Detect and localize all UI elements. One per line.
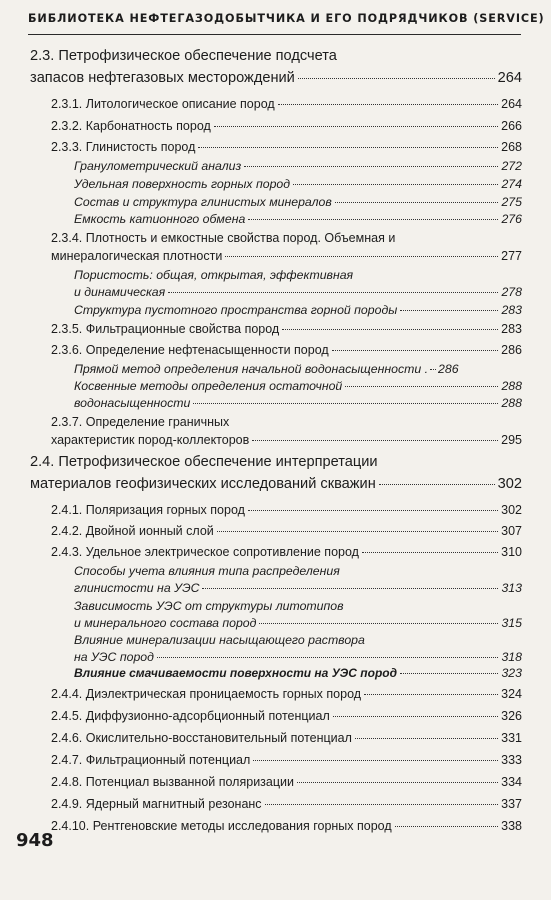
toc-page-number: 315	[501, 616, 522, 630]
toc-page-number: 277	[501, 249, 522, 263]
dot-leader	[193, 403, 498, 404]
toc-entry	[30, 70, 522, 86]
toc-entry	[74, 285, 522, 299]
toc-entry	[74, 379, 522, 393]
toc-entry-text: Способы учета влияния типа распределения	[74, 564, 340, 578]
toc-entry-text: минералогическая плотности	[51, 249, 223, 263]
toc-entry	[51, 343, 522, 357]
toc-page-number: 302	[497, 476, 522, 492]
dot-leader	[297, 782, 498, 783]
toc-entry	[74, 177, 522, 191]
toc-page-number: 264	[501, 97, 522, 111]
toc-page-number: 264	[497, 70, 522, 86]
dot-leader	[217, 531, 498, 532]
toc-entry-text: Емкость катионного обмена	[74, 212, 246, 226]
toc-entry-text: 2.4.2. Двойной ионный слой	[51, 524, 214, 538]
toc-entry-text: 2.3.7. Определение граничных	[51, 415, 230, 429]
toc-entry-text: Состав и структура глинистых минералов	[74, 195, 332, 209]
toc-page-number: 331	[501, 731, 522, 745]
toc-page-number: 326	[501, 709, 522, 723]
toc-entry	[74, 650, 522, 664]
toc-page-number: 276	[501, 212, 522, 226]
toc-page-number: 275	[501, 195, 522, 209]
dot-leader	[355, 738, 498, 739]
dot-leader	[198, 147, 498, 148]
toc-page-number: 274	[501, 177, 522, 191]
toc-page-number: 266	[501, 119, 522, 133]
toc-page-number: 338	[501, 819, 522, 833]
toc-entry-text: водонасыщенности	[74, 396, 191, 410]
dot-leader	[364, 694, 498, 695]
toc-entry-text: запасов нефтегазовых месторождений	[30, 70, 295, 86]
toc-entry-text: и динамическая	[74, 285, 166, 299]
toc-entry	[74, 616, 522, 630]
toc-entry-text: 2.3.3. Глинистость пород	[51, 140, 196, 154]
toc-page-number: 288	[501, 396, 522, 410]
toc-entry-text: Гранулометрический анализ	[74, 159, 242, 173]
toc-page-number: 302	[501, 503, 522, 517]
toc-entry-text: 2.3.6. Определение нефтенасыщенности пород	[51, 343, 329, 357]
dot-leader	[345, 386, 498, 387]
toc-entry	[30, 476, 522, 492]
toc-entry-text: 2.4. Петрофизическое обеспечение интерпретации	[30, 454, 378, 470]
dot-leader	[253, 760, 498, 761]
toc-page-number: 283	[501, 322, 522, 336]
toc-page-number: 310	[501, 545, 522, 559]
toc-entry-text: 2.3.2. Карбонатность пород	[51, 119, 211, 133]
toc-page-number: 288	[501, 379, 522, 393]
dot-leader	[293, 184, 498, 185]
toc-entry	[51, 322, 522, 336]
toc-entry	[74, 396, 522, 410]
dot-leader	[332, 350, 498, 351]
toc-entry-text: Зависимость УЭС от структуры литотипов	[74, 599, 344, 613]
toc-entry	[51, 97, 522, 111]
running-header: БИБЛИОТЕКА НЕФТЕГАЗОДОБЫТЧИКА И ЕГО ПОДРЯДЧИКОВ (SERVICE)	[28, 12, 545, 25]
toc-entry-text: глинистости на УЭС	[74, 581, 200, 595]
toc-entry	[51, 753, 522, 767]
dot-leader	[248, 219, 498, 220]
toc-entry	[74, 195, 522, 209]
toc-entry-text: Удельная поверхность горных пород	[74, 177, 291, 191]
toc-entry	[51, 731, 522, 745]
toc-entry	[74, 581, 522, 595]
toc-entry	[74, 212, 522, 226]
dot-leader	[252, 440, 498, 441]
toc-page-number: 278	[501, 285, 522, 299]
toc-entry-text: 2.4.4. Диэлектрическая проницаемость горных пород	[51, 687, 362, 701]
toc-entry-text: 2.3.5. Фильтрационные свойства пород	[51, 322, 280, 336]
toc-page-number: 334	[501, 775, 522, 789]
dot-leader	[379, 484, 495, 485]
dot-leader	[298, 78, 495, 79]
toc-entry	[51, 709, 522, 723]
toc-entry-text: 2.3. Петрофизическое обеспечение подсчета	[30, 48, 337, 64]
toc-entry	[74, 362, 522, 376]
toc-entry	[51, 524, 522, 538]
toc-entry	[51, 797, 522, 811]
dot-leader	[168, 292, 498, 293]
dot-leader	[225, 256, 498, 257]
toc-entry-text: Прямой метод определения начальной водонасыщенности .	[74, 362, 429, 376]
toc-entry-text: и минерального состава пород	[74, 616, 257, 630]
toc-entry-text: 2.4.9. Ядерный магнитный резонанс	[51, 797, 262, 811]
toc-entry	[74, 303, 522, 317]
toc-entry-text: Косвенные методы определения остаточной	[74, 379, 343, 393]
toc-entry-text: 2.4.1. Поляризация горных пород	[51, 503, 245, 517]
toc-entry-text: на УЭС пород	[74, 650, 154, 664]
toc-entry-text: 2.4.3. Удельное электрическое сопротивление пород	[51, 545, 359, 559]
toc-entry	[51, 819, 522, 833]
toc-page-number: 307	[501, 524, 522, 538]
toc-page-number: 268	[501, 140, 522, 154]
dot-leader	[214, 126, 498, 127]
toc-entry-text: Влияние минерализации насыщающего раствора	[74, 633, 365, 647]
toc-entry-text: 2.4.10. Рентгеновские методы исследования горных пород	[51, 819, 392, 833]
toc-page-number: 333	[501, 753, 522, 767]
toc-entry-text: Пористость: общая, открытая, эффективная	[74, 268, 354, 282]
toc-page-number: 337	[501, 797, 522, 811]
dot-leader	[248, 510, 498, 511]
dot-leader	[259, 623, 498, 624]
dot-leader	[202, 588, 498, 589]
dot-leader	[335, 202, 499, 203]
toc-entry	[51, 775, 522, 789]
toc-page-number: 272	[501, 159, 522, 173]
dot-leader	[400, 673, 498, 674]
toc-entry-text: характеристик пород-коллекторов	[51, 433, 250, 447]
dot-leader	[430, 369, 436, 370]
toc-entry	[74, 159, 522, 173]
toc-entry-text: 2.4.8. Потенциал вызванной поляризации	[51, 775, 294, 789]
toc-entry-text: Влияние смачиваемости поверхности на УЭС пород	[74, 666, 398, 680]
dot-leader	[362, 552, 498, 553]
toc-entry	[51, 119, 522, 133]
toc-entry-text: Структура пустотного пространства горной породы	[74, 303, 398, 317]
toc-entry	[51, 140, 522, 154]
toc-entry	[51, 503, 522, 517]
dot-leader	[265, 804, 499, 805]
dot-leader	[333, 716, 498, 717]
toc-page-number: 323	[501, 666, 522, 680]
toc-entry-text: 2.3.1. Литологическое описание пород	[51, 97, 275, 111]
dot-leader	[244, 166, 498, 167]
toc-page-number: 283	[501, 303, 522, 317]
toc-entry-text: 2.4.5. Диффузионно-адсорбционный потенциал	[51, 709, 330, 723]
toc-entry	[51, 687, 522, 701]
toc-entry-text: 2.3.4. Плотность и емкостные свойства пород. Объемная и	[51, 231, 396, 245]
dot-leader	[400, 310, 498, 311]
toc-page-number: 318	[501, 650, 522, 664]
dot-leader	[395, 826, 498, 827]
toc-entry-text: 2.4.7. Фильтрационный потенциал	[51, 753, 251, 767]
toc-page-number: 286	[438, 362, 459, 376]
dot-leader	[278, 104, 498, 105]
page-number: 948	[16, 830, 54, 851]
toc-page-number: 313	[501, 581, 522, 595]
dot-leader	[157, 657, 499, 658]
toc-page-number: 295	[501, 433, 522, 447]
toc-entry-text: материалов геофизических исследований скважин	[30, 476, 376, 492]
toc-entry	[51, 433, 522, 447]
toc-entry-text: 2.4.6. Окислительно-восстановительный потенциал	[51, 731, 352, 745]
dot-leader	[282, 329, 498, 330]
toc-page-number: 286	[501, 343, 522, 357]
toc-entry	[51, 249, 522, 263]
toc-page-number: 324	[501, 687, 522, 701]
toc-entry	[74, 666, 522, 680]
toc-entry	[51, 545, 522, 559]
